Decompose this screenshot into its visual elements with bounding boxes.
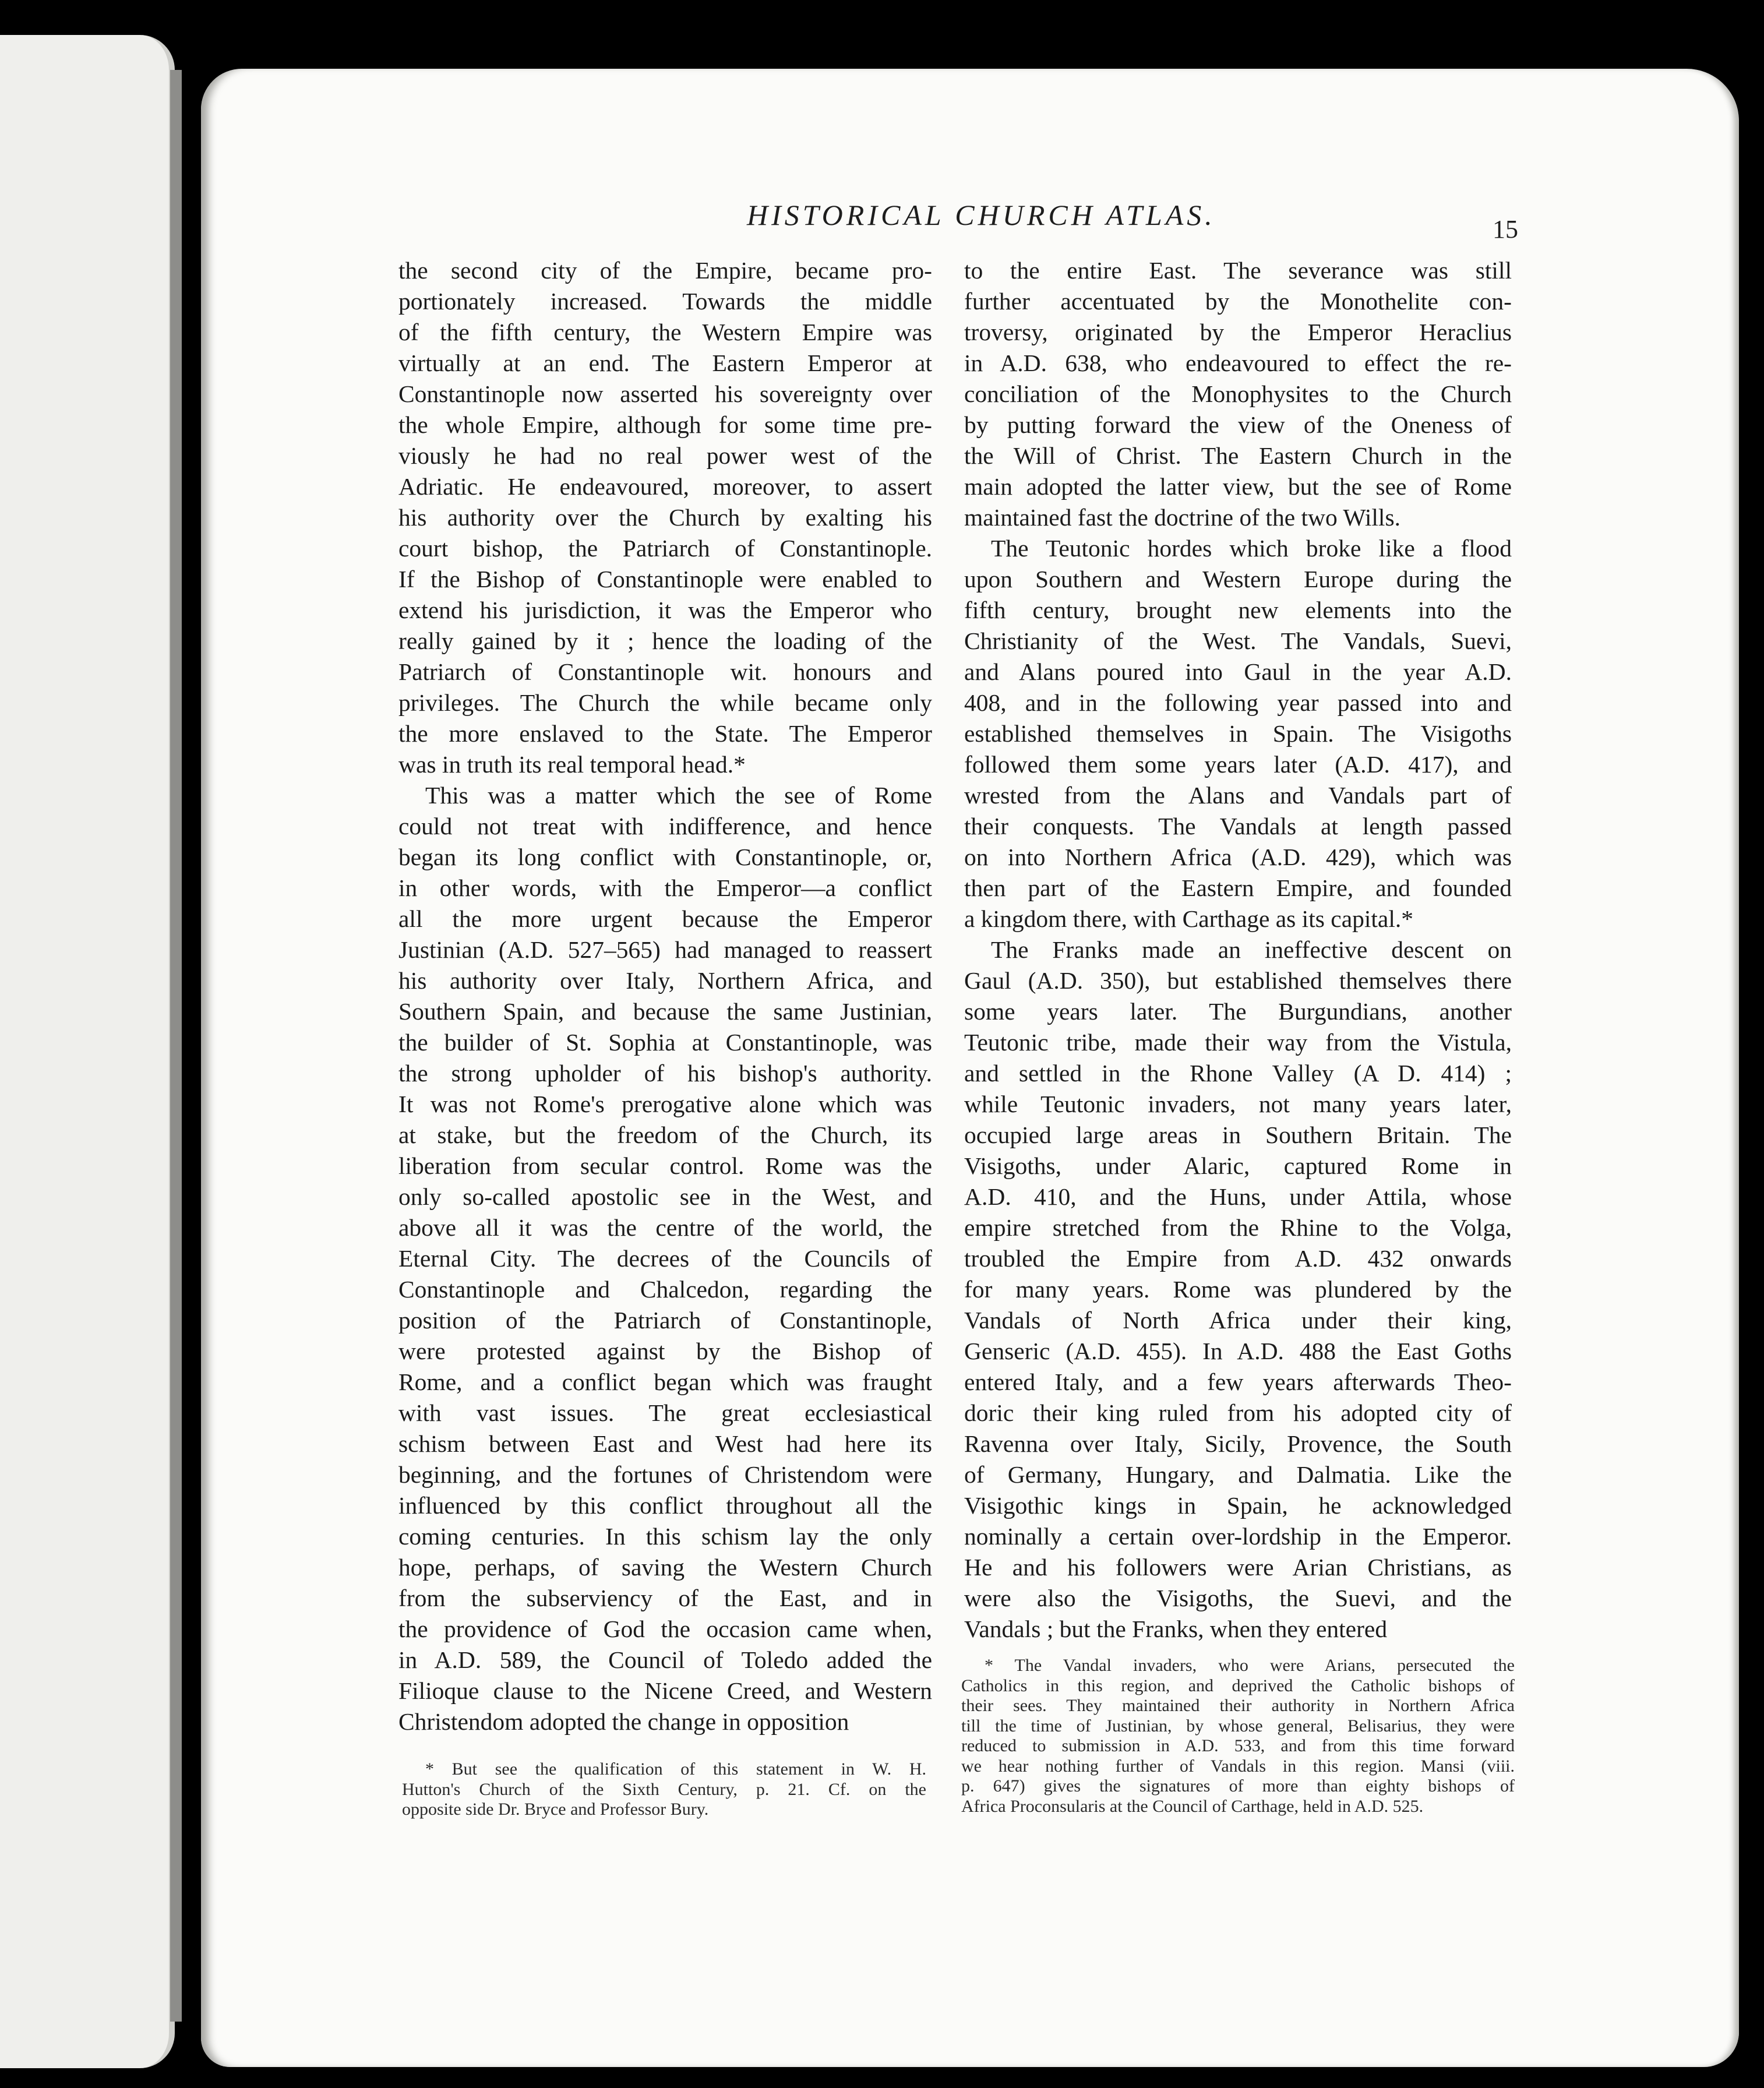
text-line: If the Bishop of Constantinople were enabled to xyxy=(398,566,932,592)
text-line: his authority over Italy, Northern Africa, and xyxy=(398,967,932,994)
text-line: This was a matter which the see of Rome xyxy=(425,782,932,809)
left-column xyxy=(398,255,932,1737)
facing-page-edge xyxy=(0,35,175,2068)
text-line: Christendom adopted the change in opposition xyxy=(398,1708,849,1735)
text-line: Constantinople and Chalcedon, regarding the xyxy=(398,1276,932,1303)
text-line: Patriarch of Constantinople wit. honours and xyxy=(398,658,932,685)
footnote-line: * The Vandal invaders, who were Arians, persecuted the xyxy=(985,1656,1515,1675)
text-line: influenced by this conflict throughout all the xyxy=(398,1492,932,1519)
footnote-line: till the time of Justinian, by whose general, Belisarius, they were xyxy=(961,1716,1515,1736)
text-line: entered Italy, and a few years afterwards Theo- xyxy=(964,1369,1512,1395)
text-line: for many years. Rome was plundered by the xyxy=(964,1276,1512,1303)
text-line: his authority over the Church by exalting his xyxy=(398,504,932,531)
text-line: the second city of the Empire, became pro- xyxy=(398,257,932,284)
text-line: Ravenna over Italy, Sicily, Provence, the South xyxy=(964,1430,1512,1457)
text-line: troversy, originated by the Emperor Heraclius xyxy=(964,319,1512,345)
text-line: Adriatic. He endeavoured, moreover, to assert xyxy=(398,473,932,500)
text-line: Justinian (A.D. 527–565) had managed to reassert xyxy=(398,936,932,963)
text-line: main adopted the latter view, but the see of Rome xyxy=(964,473,1512,500)
footnote-line: their sees. They maintained their authority in Northern Africa xyxy=(961,1696,1515,1715)
text-line: followed them some years later (A.D. 417), and xyxy=(964,751,1512,778)
text-line: upon Southern and Western Europe during the xyxy=(964,566,1512,592)
text-line: the builder of St. Sophia at Constantinople, was xyxy=(398,1029,932,1056)
text-line: their conquests. The Vandals at length passed xyxy=(964,813,1512,840)
footnote-line: Hutton's Church of the Sixth Century, p. 21. Cf. on the xyxy=(402,1779,926,1799)
footnote-line: p. 647) gives the signatures of more than eighty bishops of xyxy=(961,1776,1515,1796)
text-line: while Teutonic invaders, not many years later, xyxy=(964,1091,1512,1117)
text-line: Filioque clause to the Nicene Creed, and Western xyxy=(398,1677,932,1704)
text-line: were protested against by the Bishop of xyxy=(398,1338,932,1364)
text-line: wrested from the Alans and Vandals part of xyxy=(964,782,1512,809)
text-line: Eternal City. The decrees of the Councils of xyxy=(398,1245,932,1272)
text-line: all the more urgent because the Emperor xyxy=(398,905,932,932)
running-title: HISTORICAL CHURCH ATLAS. xyxy=(747,199,1216,231)
footnote-line: reduced to submission in A.D. 533, and from this time forward xyxy=(961,1736,1515,1755)
footnote-line: Africa Proconsularis at the Council of Carthage, held in A.D. 525. xyxy=(961,1796,1424,1816)
text-line: The Teutonic hordes which broke like a flood xyxy=(991,535,1512,562)
text-line: Vandals ; but the Franks, when they entered xyxy=(964,1616,1388,1642)
text-line: Teutonic tribe, made their way from the Vistula, xyxy=(964,1029,1512,1056)
text-line: in A.D. 638, who endeavoured to effect the re- xyxy=(964,350,1512,376)
text-line: of the fifth century, the Western Empire was xyxy=(398,319,932,345)
text-line: some years later. The Burgundians, another xyxy=(964,998,1512,1025)
text-line: from the subserviency of the East, and in xyxy=(398,1585,932,1611)
footnote-line: opposite side Dr. Bryce and Professor Bury. xyxy=(402,1800,709,1819)
text-line: privileges. The Church the while became only xyxy=(398,689,932,716)
text-line: extend his jurisdiction, it was the Emperor who xyxy=(398,597,932,623)
text-line: troubled the Empire from A.D. 432 onwards xyxy=(964,1245,1512,1272)
text-line: with vast issues. The great ecclesiastical xyxy=(398,1399,932,1426)
text-line: further accentuated by the Monothelite con- xyxy=(964,288,1512,315)
text-line: Vandals of North Africa under their king, xyxy=(964,1307,1512,1334)
text-line: only so-called apostolic see in the West, and xyxy=(398,1183,932,1210)
text-line: the more enslaved to the State. The Emperor xyxy=(398,720,932,747)
footnote-left xyxy=(402,1759,926,1820)
text-line: to the entire East. The severance was still xyxy=(964,257,1512,284)
text-line: portionately increased. Towards the middle xyxy=(398,288,932,315)
text-line: hope, perhaps, of saving the Western Church xyxy=(398,1554,932,1581)
text-line: Gaul (A.D. 350), but established themselves there xyxy=(964,967,1512,994)
footnote-line: Catholics in this region, and deprived the Catholic bishops of xyxy=(961,1676,1515,1695)
text-line: Constantinople now asserted his sovereignty over xyxy=(398,380,932,407)
text-line: in other words, with the Emperor—a conflict xyxy=(398,874,932,901)
text-line: viously he had no real power west of the xyxy=(398,442,932,469)
text-line: Genseric (A.D. 455). In A.D. 488 the East Goths xyxy=(964,1338,1512,1364)
text-line: was in truth its real temporal head.* xyxy=(398,751,746,778)
text-line: Visigoths, under Alaric, captured Rome in xyxy=(964,1152,1512,1179)
footnote-line: we hear nothing further of Vandals in this region. Mansi (viii. xyxy=(961,1756,1515,1776)
footnote-right xyxy=(961,1656,1515,1817)
text-line: and settled in the Rhone Valley (A D. 414) ; xyxy=(964,1060,1512,1087)
text-line: conciliation of the Monophysites to the Church xyxy=(964,380,1512,407)
text-line: Visigothic kings in Spain, he acknowledged xyxy=(964,1492,1512,1519)
text-line: on into Northern Africa (A.D. 429), which was xyxy=(964,844,1512,870)
text-line: virtually at an end. The Eastern Emperor at xyxy=(398,350,932,376)
page-number: 15 xyxy=(1493,215,1518,244)
text-line: above all it was the centre of the world, the xyxy=(398,1214,932,1241)
text-line: of Germany, Hungary, and Dalmatia. Like the xyxy=(964,1461,1512,1488)
text-line: established themselves in Spain. The Visigoths xyxy=(964,720,1512,747)
text-line: began its long conflict with Constantinople, or, xyxy=(398,844,932,870)
text-line: could not treat with indifference, and hence xyxy=(398,813,932,840)
text-line: coming centuries. In this schism lay the only xyxy=(398,1523,932,1550)
text-line: Christianity of the West. The Vandals, Suevi, xyxy=(964,627,1512,654)
text-line: then part of the Eastern Empire, and founded xyxy=(964,874,1512,901)
text-line: maintained fast the doctrine of the two Wills. xyxy=(964,504,1400,531)
text-line: The Franks made an ineffective descent on xyxy=(991,936,1512,963)
text-line: doric their king ruled from his adopted city of xyxy=(964,1399,1512,1426)
text-line: the Will of Christ. The Eastern Church in the xyxy=(964,442,1512,469)
text-line: a kingdom there, with Carthage as its capital.* xyxy=(964,905,1413,932)
text-line: the providence of God the occasion came when, xyxy=(398,1616,932,1642)
text-line: schism between East and West had here its xyxy=(398,1430,932,1457)
text-line: He and his followers were Arian Christians, as xyxy=(964,1554,1512,1581)
text-line: Rome, and a conflict began which was fraught xyxy=(398,1369,932,1395)
text-line: the strong upholder of his bishop's authority. xyxy=(398,1060,932,1087)
text-line: fifth century, brought new elements into the xyxy=(964,597,1512,623)
text-line: It was not Rome's prerogative alone which was xyxy=(398,1091,932,1117)
text-line: the whole Empire, although for some time pre- xyxy=(398,411,932,438)
footnote-line: * But see the qualification of this statement in W. H. xyxy=(425,1759,926,1779)
text-line: in A.D. 589, the Council of Toledo added the xyxy=(398,1646,932,1673)
text-line: beginning, and the fortunes of Christendom were xyxy=(398,1461,932,1488)
right-column xyxy=(964,255,1512,1645)
text-line: by putting forward the view of the Oneness of xyxy=(964,411,1512,438)
text-line: and Alans poured into Gaul in the year A.D. xyxy=(964,658,1512,685)
text-line: really gained by it ; hence the loading of the xyxy=(398,627,932,654)
text-line: empire stretched from the Rhine to the Volga, xyxy=(964,1214,1512,1241)
text-line: liberation from secular control. Rome was the xyxy=(398,1152,932,1179)
text-line: court bishop, the Patriarch of Constantinople. xyxy=(398,535,932,562)
text-line: nominally a certain over-lordship in the Emperor. xyxy=(964,1523,1512,1550)
text-line: position of the Patriarch of Constantinople, xyxy=(398,1307,932,1334)
text-line: occupied large areas in Southern Britain. The xyxy=(964,1121,1512,1148)
book-gutter xyxy=(170,70,182,2022)
text-line: 408, and in the following year passed into and xyxy=(964,689,1512,716)
text-line: Southern Spain, and because the same Justinian, xyxy=(398,998,932,1025)
text-line: were also the Visigoths, the Suevi, and the xyxy=(964,1585,1512,1611)
text-line: A.D. 410, and the Huns, under Attila, whose xyxy=(964,1183,1512,1210)
text-line: at stake, but the freedom of the Church, its xyxy=(398,1121,932,1148)
